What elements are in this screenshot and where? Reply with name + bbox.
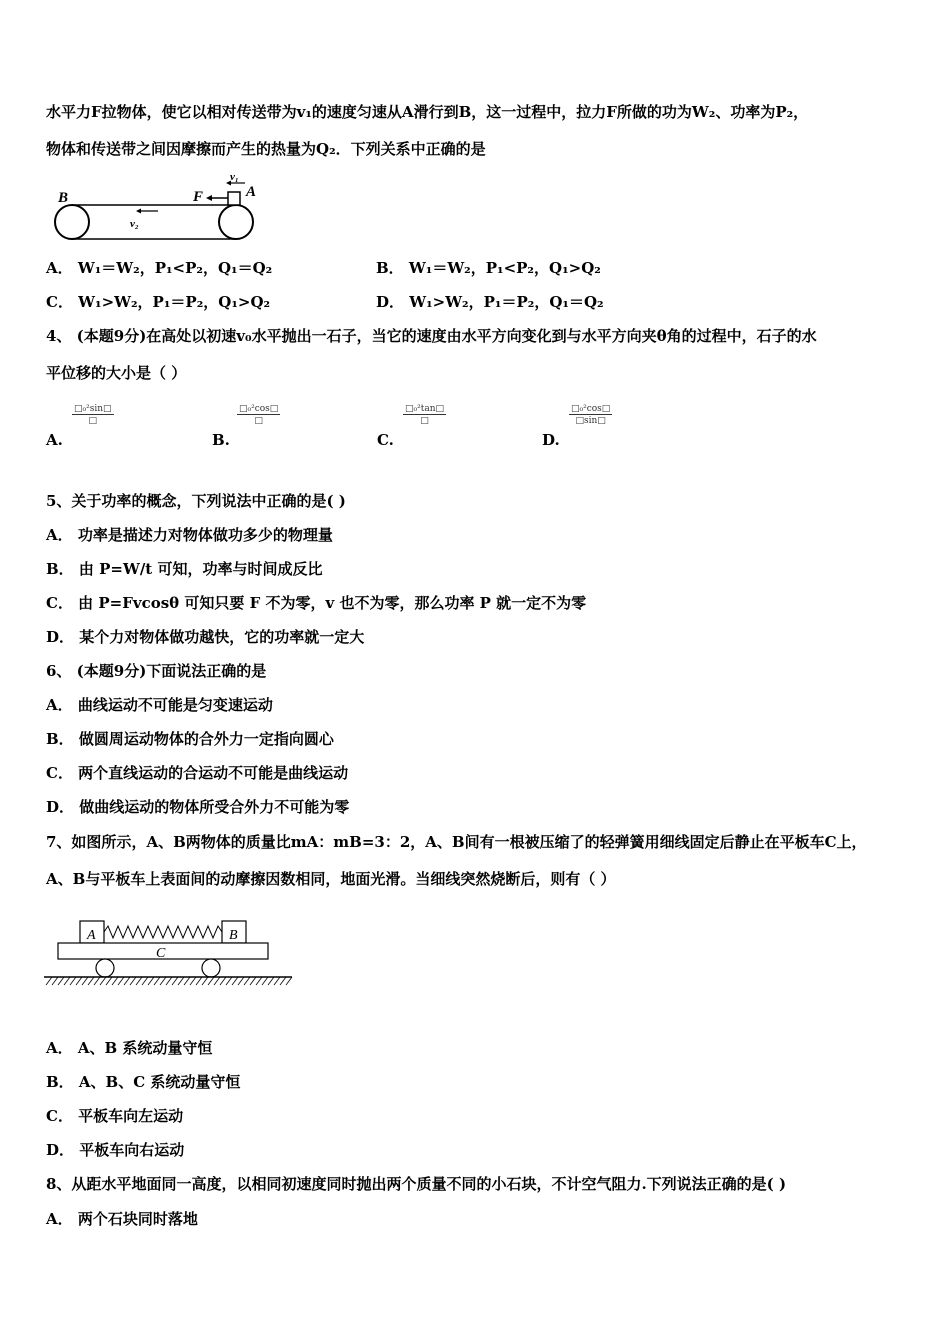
q7-option-D: D． 平板车向右运动 — [46, 1141, 185, 1159]
q4-option-D-formula: $\frac{\text{□₀²cos□}}{□\sin□}$ — [571, 404, 611, 426]
left-wheel — [96, 959, 114, 977]
label-B: B — [58, 190, 69, 206]
q8-stem: 8、从距水平地面同一高度，以相同初速度同时抛出两个质量不同的小石块，不计空气阻力.下列说法正确的是( ) — [46, 1175, 787, 1193]
q4-option-C-formula: □₀²tan□ □ — [405, 404, 445, 426]
q5-option-B: B． 由 P=W/t 可知，功率与时间成反比 — [46, 560, 323, 578]
q4-option-C-label: C. — [377, 431, 394, 449]
q3-option-D: D． W₁>W₂，P₁＝P₂，Q₁＝Q₂ — [376, 293, 604, 311]
q4-option-B-label: B. — [212, 431, 230, 449]
right-pulley — [219, 205, 253, 239]
q3-option-C: C． W₁>W₂，P₁＝P₂，Q₁>Q₂ — [46, 293, 271, 311]
q5-option-D: D． 某个力对物体做功越快，它的功率就一定大 — [46, 628, 365, 646]
label-B: B — [229, 928, 238, 943]
right-wheel — [202, 959, 220, 977]
q7-option-A: A． A、B 系统动量守恒 — [46, 1039, 213, 1057]
q3-option-B: B． W₁＝W₂，P₁<P₂，Q₁>Q₂ — [376, 259, 601, 277]
q7-text-line1: 7、如图所示，A、B两物体的质量比mA：mB=3：2，A、B间有一根被压缩了的轻弹簧用细线固定后静止在平板车C上， — [46, 833, 867, 851]
q5-option-A: A． 功率是描述力对物体做功多少的物理量 — [46, 526, 333, 544]
q3-text-line1: 水平力F拉物体，使它以相对传送带为v₁的速度匀速从A滑行到B，这一过程中，拉力F所做的功为W₂、功率为P₂， — [46, 103, 809, 121]
q4-option-A-label: A. — [46, 431, 63, 449]
q6-option-B: B． 做圆周运动物体的合外力一定指向圆心 — [46, 730, 334, 748]
q6-option-C: C． 两个直线运动的合运动不可能是曲线运动 — [46, 764, 349, 782]
q4-option-A-formula: □₀²sin□ □ — [74, 404, 112, 426]
q7-option-C: C． 平板车向左运动 — [46, 1107, 184, 1125]
label-v2: v₂ — [130, 218, 139, 230]
q7-text-line2: A、B与平板车上表面间的动摩擦因数相同，地面光滑。当细线突然烧断后，则有（ ） — [46, 870, 616, 888]
q4-option-D-label: D. — [542, 431, 560, 449]
q7-option-B: B． A、B、C 系统动量守恒 — [46, 1073, 241, 1091]
left-pulley — [55, 205, 89, 239]
q6-option-A: A． 曲线运动不可能是匀变速运动 — [46, 696, 273, 714]
q8-option-A: A． 两个石块同时落地 — [46, 1210, 198, 1228]
ground-hatching — [46, 977, 292, 985]
conveyor-belt-figure — [50, 170, 265, 245]
block-A — [228, 192, 240, 205]
cart-spring-figure — [44, 915, 296, 990]
q4-option-B-formula: □₀²cos□ □ — [239, 404, 279, 426]
q4-text-line1: 4、 (本题9分)在高处以初速v₀水平抛出一石子，当它的速度由水平方向变化到与水平方向夹θ角的过程中，石子的水 — [46, 327, 817, 345]
spring — [104, 926, 222, 938]
q3-text-line2: 物体和传送带之间因摩擦而产生的热量为Q₂．下列关系中正确的是 — [46, 140, 486, 158]
q3-option-A: A． W₁＝W₂，P₁<P₂，Q₁＝Q₂ — [46, 259, 273, 277]
label-A: A — [246, 184, 257, 200]
q6-stem: 6、 (本题9分)下面说法正确的是 — [46, 662, 267, 680]
q4-text-line2: 平位移的大小是（ ） — [46, 364, 187, 382]
label-F: F — [193, 189, 204, 205]
label-v1: v₁ — [230, 171, 239, 183]
label-C: C — [156, 946, 166, 961]
q6-option-D: D． 做曲线运动的物体所受合外力不可能为零 — [46, 798, 350, 816]
q5-stem: 5、关于功率的概念，下列说法中正确的是( ) — [46, 492, 346, 510]
label-A: A — [87, 928, 96, 943]
q5-option-C: C． 由 P=Fvcosθ 可知只要 F 不为零，v 也不为零，那么功率 P 就一定不为零 — [46, 594, 587, 612]
